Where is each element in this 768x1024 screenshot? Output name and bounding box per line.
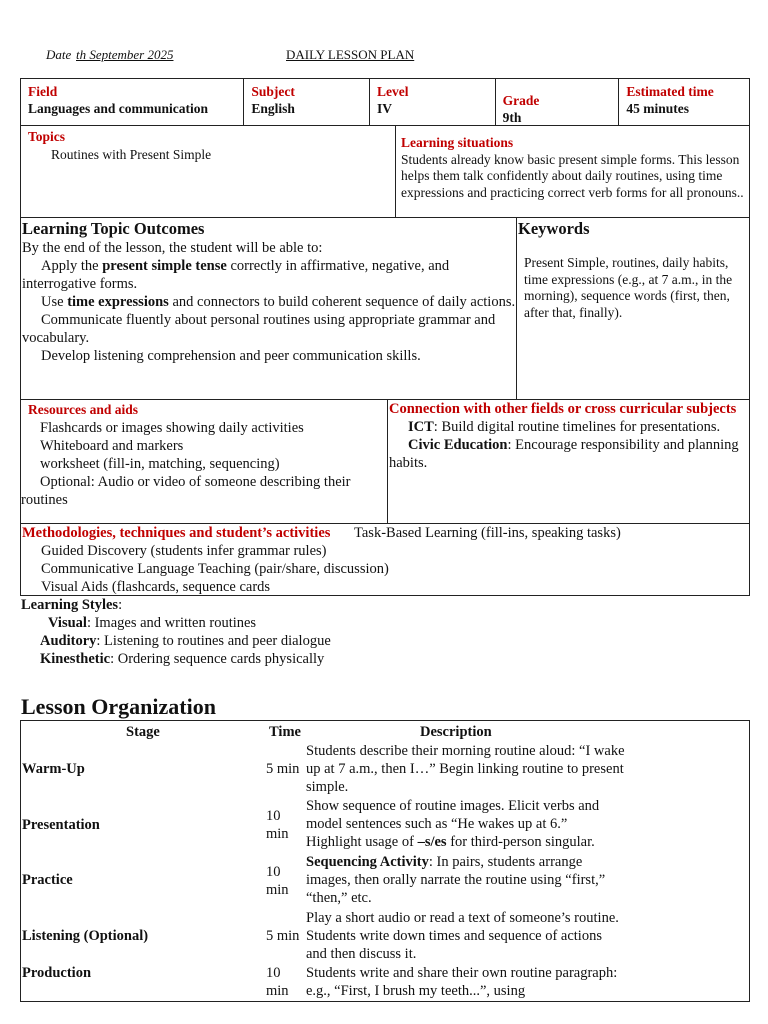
topics-cell [21, 126, 396, 217]
resource-item: Optional: Audio or video of someone describing their routines [21, 474, 351, 508]
stage-description: Play a short audio or read a text of someone’s routine. Students write down times and sequence of actions and then discuss it. [306, 910, 619, 962]
outcome-text: and connectors to build coherent sequence of daily actions. [168, 294, 516, 310]
stage-name: Presentation [22, 817, 100, 833]
style-kinesthetic-text: : Ordering sequence cards physically [110, 651, 325, 667]
keywords-cell [517, 218, 749, 399]
outcome-text: correctly in affirmative, negative, and interrogative forms. [22, 258, 450, 292]
style-visual-label: Visual [48, 615, 87, 631]
learning-styles-section [20, 595, 750, 675]
resource-item: Flashcards or images showing daily activities [40, 420, 304, 436]
topics-section [20, 125, 750, 218]
style-item-visual [21, 614, 749, 632]
methodologies-first-line [22, 524, 748, 542]
methodology-item: Communicative Language Teaching (pair/share, discussion) [41, 561, 389, 577]
subject-cell [244, 79, 370, 125]
outcomes-title: Learning Topic Outcomes [22, 219, 205, 238]
resources-cell [21, 400, 388, 523]
column-header-time: Time [269, 724, 301, 740]
lesson-stage-table [20, 720, 750, 1002]
connection-label: Connection with other fields or cross curricular subjects [389, 401, 737, 417]
outcomes-section [20, 217, 750, 400]
methodology-item: Visual Aids (flashcards, sequence cards [41, 579, 271, 595]
connection-ict-text: : Build digital routine timelines for presentations. [433, 419, 721, 435]
keywords-title: Keywords [518, 219, 590, 238]
connection-ict-label: ICT [408, 419, 434, 435]
field-label: Field [28, 84, 58, 99]
stage-description-keyterm: –s/es [417, 834, 447, 850]
learning-situations-text: Students already know basic present simple forms. This lesson helps them talk confidently about daily routines, using time expressions and practicing correct verb forms for all pronouns.. [401, 151, 744, 200]
level-value: IV [377, 101, 393, 116]
time-cell [619, 79, 749, 125]
field-value: Languages and communication [28, 101, 209, 116]
column-header-stage: Stage [126, 724, 160, 740]
outcome-item: Develop listening comprehension and peer communication skills. [41, 348, 421, 364]
stage-name: Listening (Optional) [22, 928, 149, 944]
resources-label: Resources and aids [28, 402, 139, 417]
outcome-text: Use [41, 294, 68, 310]
outcomes-cell [21, 218, 517, 399]
keywords-text: Present Simple, routines, daily habits, time expressions (e.g., at 7 a.m., in the morning), sequence words (first, then, after that, finally). [524, 255, 733, 320]
outcome-keyterm: time expressions [67, 294, 169, 310]
subject-label: Subject [251, 84, 295, 99]
outcome-item [22, 293, 516, 311]
stage-description-keyterm: Sequencing Activity [306, 854, 429, 870]
time-label: Estimated time [626, 84, 714, 99]
resource-item: Whiteboard and markers [40, 438, 184, 454]
stage-description: Students describe their morning routine aloud: “I wake up at 7 a.m., then I…” Begin linking routine to present simple. [306, 743, 625, 795]
outcome-text: Apply the [41, 258, 103, 274]
subject-value: English [251, 101, 295, 116]
resources-section [20, 399, 750, 524]
date-value: th September 2025 [76, 47, 174, 62]
topics-value: Routines with Present Simple [51, 146, 212, 162]
date-label: Date [46, 47, 72, 62]
learning-situations-cell [396, 126, 749, 217]
outcome-item [22, 257, 516, 293]
grade-cell [496, 79, 620, 125]
connection-civic-text: : Encourage responsibility and planning habits. [389, 437, 739, 471]
grade-value: 9th [502, 110, 522, 125]
time-value: 45 minutes [626, 101, 689, 116]
stage-name: Production [22, 965, 92, 981]
outcome-keyterm: present simple tense [102, 258, 227, 274]
stage-description-text: for third-person singular. [446, 834, 595, 850]
methodologies-label: Methodologies, techniques and student’s activities [22, 525, 331, 541]
lesson-organization-title: Lesson Organization [21, 694, 216, 719]
methodology-item: Guided Discovery (students infer grammar rules) [41, 543, 327, 559]
style-kinesthetic-label: Kinesthetic [40, 651, 111, 667]
style-auditory-text: : Listening to routines and peer dialogue [96, 633, 331, 649]
stage-description-text: : In pairs, students arrange images, then orally narrate the routine using “first,” “then,” etc. [306, 854, 606, 906]
grade-label: Grade [502, 93, 540, 108]
style-item-auditory [21, 632, 749, 650]
resource-item: worksheet (fill-in, matching, sequencing) [40, 456, 280, 472]
style-auditory-label: Auditory [40, 633, 97, 649]
style-visual-text: : Images and written routines [86, 615, 257, 631]
stage-time: 10 min [266, 808, 289, 842]
learning-situations-label: Learning situations [401, 135, 514, 150]
connection-cell [388, 400, 749, 523]
info-table [20, 78, 750, 126]
stage-description [306, 797, 626, 851]
document-header [46, 44, 446, 64]
connection-ict [389, 418, 749, 436]
stage-time: 5 min [266, 761, 300, 777]
outcomes-intro: By the end of the lesson, the student will be able to: [22, 240, 323, 256]
document-title: DAILY LESSON PLAN [286, 47, 415, 62]
stage-time: 10 min [266, 864, 289, 898]
level-cell [370, 79, 496, 125]
learning-styles-heading: Learning Styles: [21, 597, 123, 613]
stage-description [306, 853, 626, 907]
field-cell [21, 79, 244, 125]
stage-name: Practice [22, 872, 73, 888]
stage-name: Warm-Up [22, 761, 85, 777]
connection-civic-label: Civic Education [408, 437, 508, 453]
stage-time: 10 min [266, 965, 289, 999]
methodologies-section [20, 523, 750, 596]
outcome-item: Communicate fluently about personal routines using appropriate grammar and vocabulary. [22, 312, 496, 346]
connection-civic [389, 436, 749, 472]
methodology-item: Task-Based Learning (fill-ins, speaking tasks) [354, 525, 621, 541]
level-label: Level [377, 84, 409, 99]
column-header-description: Description [420, 724, 492, 740]
topics-label: Topics [28, 129, 66, 144]
learning-styles-label: Learning Styles [21, 597, 119, 613]
style-item-kinesthetic [21, 650, 749, 668]
stage-description-text: Show sequence of routine images. Elicit verbs and model sentences such as “He wakes up at 6.” Highlight usage of [306, 798, 600, 850]
stage-description: Students write and share their own routine paragraph: e.g., “First, I brush my teeth...”, using [306, 965, 618, 999]
stage-time: 5 min [266, 928, 300, 944]
